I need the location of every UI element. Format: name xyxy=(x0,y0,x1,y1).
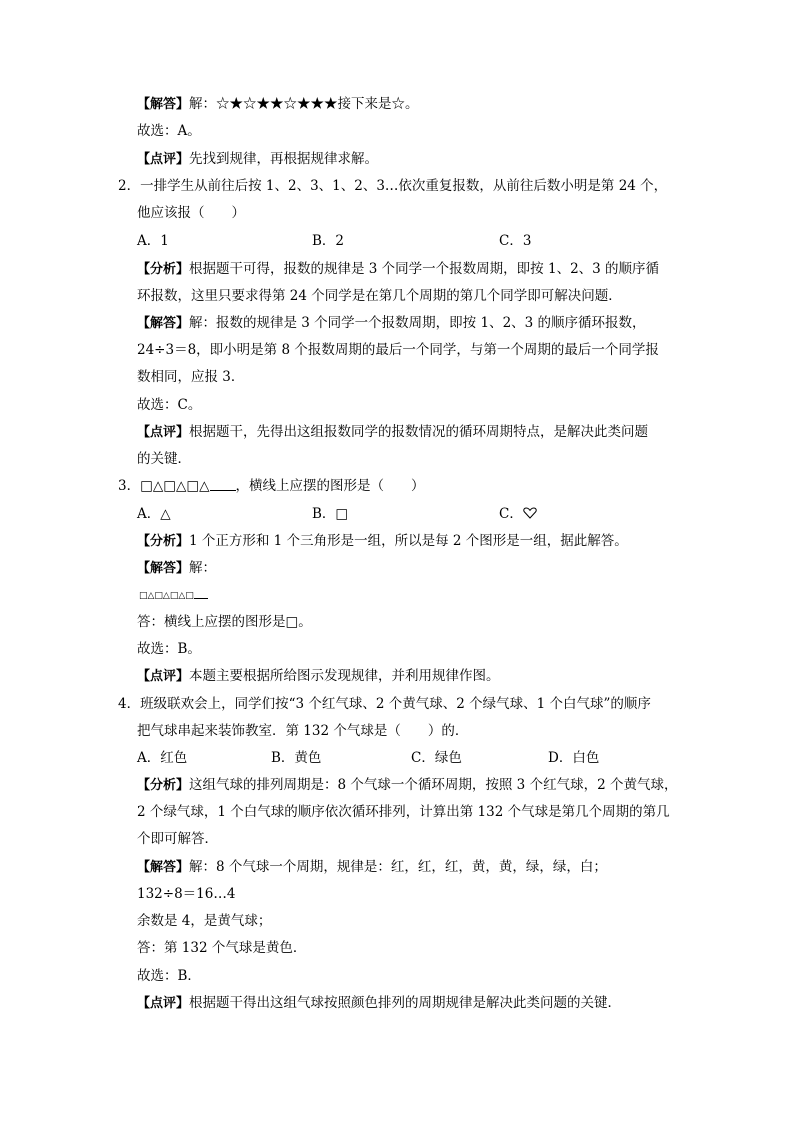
answer-tag: 【解答】 xyxy=(137,97,190,112)
option-label: C． xyxy=(499,506,523,522)
q4-analysis-line1 xyxy=(137,776,677,795)
q1-choose: 故选：A。 xyxy=(137,123,201,139)
q3-option-a: A．△ xyxy=(137,506,171,522)
stem-text: 班级联欢会上，同学们按“3 个红气球、2 个黄气球、2 个绿气球、1 个白气球”的顺序 xyxy=(140,696,651,712)
q4-answer-line1 xyxy=(137,858,607,877)
stem-text: ，横线上应摆的图形是（ ） xyxy=(235,478,425,494)
q4-option-d: D．白色 xyxy=(548,750,600,766)
q4-analysis-line3: 个即可解答． xyxy=(137,831,218,847)
q3-comment xyxy=(137,667,500,686)
question-number: 2． xyxy=(118,178,141,194)
q4-option-b: B．黄色 xyxy=(271,750,322,766)
answer-blank xyxy=(210,478,236,491)
q2-analysis-line2: 环报数，这里只要求得第 24 个同学是在第几个周期的第几个同学即可解决问题． xyxy=(137,288,622,304)
q2-option-a: A．1 xyxy=(137,233,169,249)
analysis-tag: 【分析】 xyxy=(137,778,190,793)
q3-option-c xyxy=(499,505,537,523)
analysis-text: 这组气球的排列周期是：8 个气球一个循环周期，按照 3 个红气球，2 个黄气球， xyxy=(189,777,678,793)
q4-answer-line3: 余数是 4，是黄气球； xyxy=(137,913,272,929)
analysis-text: 1 个正方形和 1 个三角形是一组，所以是每 2 个图形是一组，据此解答。 xyxy=(189,533,628,549)
analysis-tag: 【分析】 xyxy=(137,534,190,549)
answer-shapes: □△□△□△□ xyxy=(139,591,194,601)
q2-comment-line1 xyxy=(137,423,648,442)
answer-tag: 【解答】 xyxy=(137,860,190,875)
comment-tag: 【点评】 xyxy=(137,996,190,1011)
stem-text: 一排学生从前往后按 1、2、3、1、2、3…依次重复报数，从前往后数小明是第 24 个， xyxy=(140,178,668,194)
q2-analysis-line1 xyxy=(137,260,659,279)
q3-stem xyxy=(118,477,425,495)
answer-shapes-underline xyxy=(194,589,208,599)
q2-answer-line1 xyxy=(137,314,646,333)
q2-answer-line3: 数相同，应报 3． xyxy=(137,369,245,385)
stem-shapes: □△□△□△ xyxy=(140,478,210,494)
comment-text: 本题主要根据所给图示发现规律，并利用规律作图。 xyxy=(189,668,500,684)
q1-answer xyxy=(137,95,419,114)
q4-answer-line2: 132÷8＝16…4 xyxy=(137,886,236,902)
q2-stem-line2: 他应该报（ ） xyxy=(137,205,245,221)
q4-answer-line4: 答：第 132 个气球是黄色． xyxy=(137,940,307,956)
comment-text: 先找到规律，再根据规律求解。 xyxy=(189,151,379,167)
comment-text: 根据题干得出这组气球按照颜色排列的周期规律是解决此类问题的关键． xyxy=(189,995,622,1011)
answer-text: 解： xyxy=(189,560,217,576)
q3-option-b: B．□ xyxy=(312,506,349,522)
answer-tag: 【解答】 xyxy=(137,316,190,331)
answer-text: 解：8 个气球一个周期，规律是：红，红，红，黄，黄，绿，绿，白； xyxy=(189,859,607,875)
q4-stem-line2: 把气球串起来装饰教室．第 132 个气球是（ ）的． xyxy=(137,723,469,739)
comment-tag: 【点评】 xyxy=(137,425,190,440)
analysis-tag: 【分析】 xyxy=(137,262,190,277)
q3-analysis xyxy=(137,532,628,551)
q2-comment-line2: 的关键． xyxy=(137,451,191,467)
question-number: 3． xyxy=(118,478,141,494)
answer-text: 解：☆★☆★★☆★★★接下来是☆。 xyxy=(189,96,419,112)
q3-answer-shapes xyxy=(139,587,208,605)
q3-choose: 故选：B。 xyxy=(137,641,201,657)
analysis-text: 根据题干可得，报数的规律是 3 个同学一个报数周期，即按 1、2、3 的顺序循 xyxy=(189,261,660,277)
q1-comment xyxy=(137,150,378,169)
q2-answer-line2: 24÷3＝8，即小明是第 8 个报数周期的最后一个同学，与第一个周期的最后一个同学报 xyxy=(137,342,659,358)
answer-tag: 【解答】 xyxy=(137,561,190,576)
q4-option-a: A．红色 xyxy=(137,750,188,766)
q2-option-b: B．2 xyxy=(312,233,345,249)
q3-reply: 答：横线上应摆的图形是□。 xyxy=(137,614,312,630)
q4-option-c: C．绿色 xyxy=(411,750,462,766)
comment-text: 根据题干，先得出这组报数同学的报数情况的循环周期特点，是解决此类问题 xyxy=(189,424,649,440)
comment-tag: 【点评】 xyxy=(137,152,190,167)
q4-analysis-line2: 2 个绿气球，1 个白气球的顺序依次循环排列，计算出第 132 个气球是第几个周期的第几 xyxy=(137,804,670,820)
q4-comment xyxy=(137,994,621,1013)
q2-option-c: C．3 xyxy=(499,233,532,249)
comment-tag: 【点评】 xyxy=(137,669,190,684)
q2-choose: 故选：C。 xyxy=(137,397,202,413)
q3-answer xyxy=(137,559,216,578)
q4-stem-line1 xyxy=(118,695,651,713)
answer-text: 解：报数的规律是 3 个同学一个报数周期，即按 1、2、3 的顺序循环报数， xyxy=(189,315,646,331)
heart-outline-icon xyxy=(523,507,537,519)
q4-choose: 故选：B． xyxy=(137,968,201,984)
q2-stem-line1 xyxy=(118,177,667,195)
question-number: 4． xyxy=(118,696,141,712)
